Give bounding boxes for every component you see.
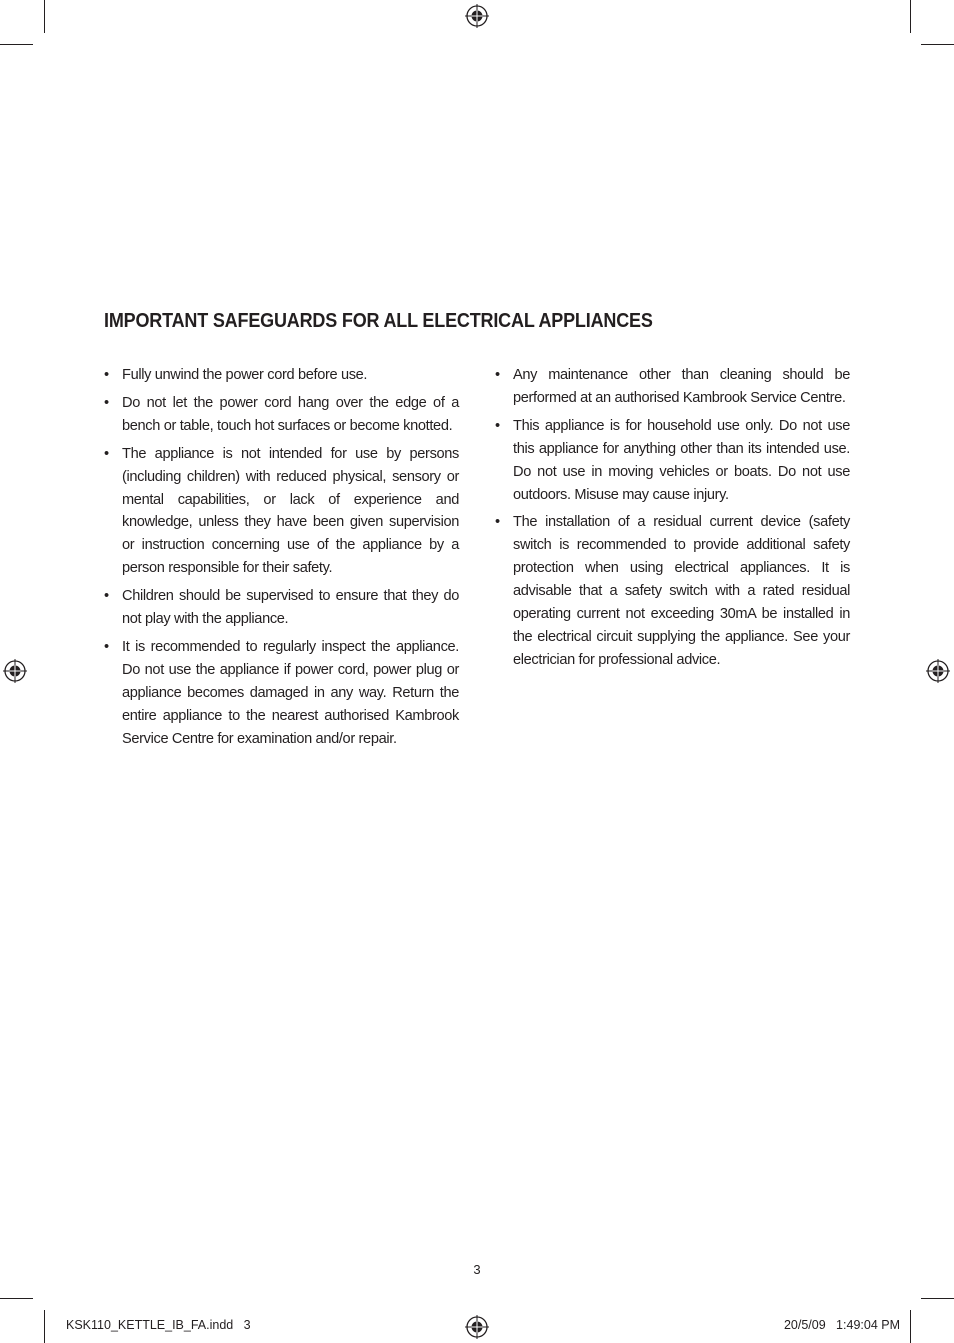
bullet-icon: • [495,417,500,434]
crop-mark-top-left-horizontal [0,44,33,45]
bullet-icon: • [495,367,500,383]
list-item-text: Children should be supervised to ensure that they do not play with the appliance. [122,588,459,628]
list-item [104,392,459,438]
list-item-text: Do not let the power cord hang over the edge of a bench or table, touch hot surfaces or become knotted. [122,394,459,434]
list-item [495,364,850,410]
crop-mark-bottom-left-horizontal [0,1298,33,1299]
list-item [495,511,850,671]
crop-mark-bottom-left-vertical [44,1310,45,1343]
list-item [495,415,850,507]
bullet-icon: • [104,367,109,383]
list-item [104,364,459,387]
crop-mark-top-left-vertical [44,0,45,33]
registration-mark-icon [464,1314,490,1340]
crop-mark-bottom-right-horizontal [921,1298,954,1299]
registration-mark-icon [2,658,28,684]
bullet-icon: • [104,445,109,462]
crop-mark-top-right-horizontal [921,44,954,45]
list-item-text: The installation of a residual current device (safety switch is recommended to provide additional safety protection when using electrical appliances. It is advisable that a safety switch with a rated residual operating current not exceeding 30mA be installed in the electrical circuit supplying the appliance. See your electrician for professional advice. [513,514,850,668]
page-number: 3 [473,1262,481,1277]
list-item-text: Any maintenance other than cleaning should be performed at an authorised Kambrook Service Centre. [513,367,850,406]
bullet-icon: • [104,588,109,605]
timestamp-slug: 20/5/09 1:49:04 PM [783,1318,900,1332]
list-item-text: It is recommended to regularly inspect the appliance. Do not use the appliance if power cord, power plug or appliance becomes damaged in any way. Return the entire appliance to the nearest authorised Kambrook Service Centre for examination and/or repair. [122,638,459,747]
file-slug: KSK110_KETTLE_IB_FA.indd 3 [66,1318,251,1332]
registration-mark-icon [464,3,490,29]
list-item-text: This appliance is for household use only. Do not use this appliance for anything other than its intended use. Do not use in moving vehicles or boats. Do not use outdoors. Misuse may cause injury. [513,417,850,503]
bullet-icon: • [495,514,500,531]
safeguards-left-column [104,364,459,756]
bullet-icon: • [104,638,109,655]
list-item-text: Fully unwind the power cord before use. [122,367,368,383]
registration-mark-icon [925,658,951,684]
safeguards-right-column [495,364,850,677]
crop-mark-top-right-vertical [910,0,911,33]
list-item [104,443,459,580]
list-item [104,636,459,751]
bullet-icon: • [104,394,109,411]
list-item [104,585,459,631]
list-item-text: The appliance is not intended for use by persons (including children) with reduced physical, sensory or mental capabilities, or lack of experience and knowledge, unless they have been given supervision or instruction concerning use of the appliance by a person responsible for their safety. [122,445,459,577]
page-heading: IMPORTANT SAFEGUARDS FOR ALL ELECTRICAL APPLIANCES [104,310,653,332]
crop-mark-bottom-right-vertical [910,1310,911,1343]
